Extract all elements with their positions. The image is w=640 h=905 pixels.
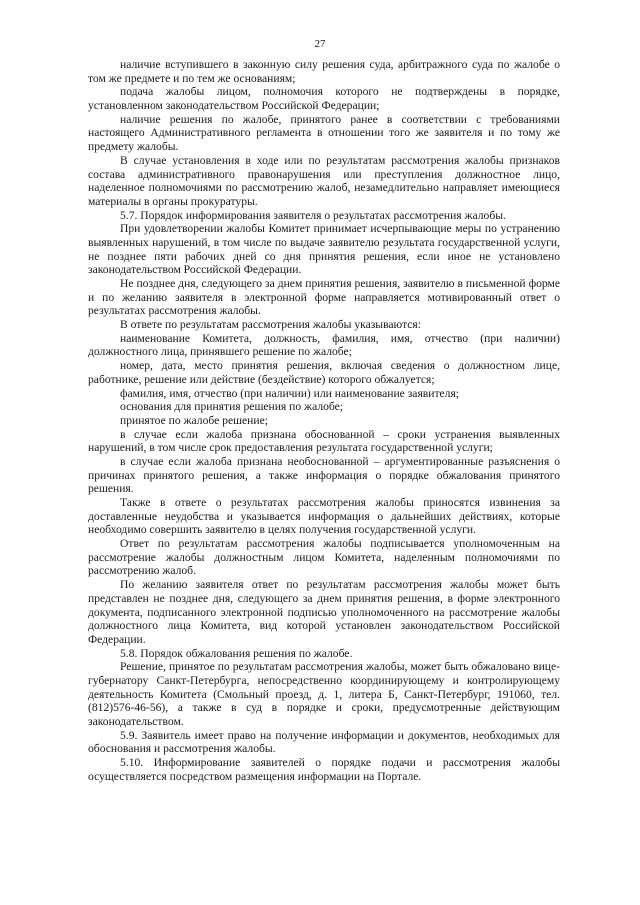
paragraph: наличие решения по жалобе, принятого ранее в соответствии с требованиями настоящего Административного регламента в отношении того же заявителя и по тому же предмету жалобы. <box>88 112 560 154</box>
list-item: наименование Комитета, должность, фамилия, имя, отчество (при наличии) должностного лица, принявшего решение по жалобе; <box>88 331 560 359</box>
paragraph: При удовлетворении жалобы Комитет принимает исчерпывающие меры по устранению выявленных нарушений, в том числе по выдаче заявителю результата государственной услуги, не позднее пяти рабочих дней со дня принятия решения, если иное не установлено законодательством Российской Федерации. <box>88 222 560 277</box>
paragraph: подача жалобы лицом, полномочия которого не подтверждены в порядке, установленном законодательством Российской Федерации; <box>88 85 560 113</box>
page-number: 27 <box>314 38 326 50</box>
list-item: основания для принятия решения по жалобе; <box>120 400 344 414</box>
paragraph: Не позднее дня, следующего за днем принятия решения, заявителю в письменной форме и по желанию заявителя в электронной форме направляется мотивированный ответ о результатах рассмотрения жалобы. <box>88 277 560 318</box>
paragraph: В ответе по результатам рассмотрения жалобы указываются: <box>120 318 421 332</box>
paragraph: Ответ по результатам рассмотрения жалобы подписывается уполномоченным на рассмотрение жалобы должностным лицом Комитета, наделенным полномочиями по рассмотрению жалоб. <box>88 537 560 578</box>
paragraph: Также в ответе о результатах рассмотрения жалобы приносятся извинения за доставленные неудобства и указывается информация о дальнейших действиях, которые необходимо совершить заявителю в целях получения государственной услуги. <box>88 496 560 537</box>
list-item: фамилия, имя, отчество (при наличии) или наименование заявителя; <box>120 386 460 400</box>
document-body <box>88 58 560 783</box>
section-5-9: 5.9. Заявитель имеет право на получение информации и документов, необходимых для обоснования и рассмотрения жалобы. <box>88 728 560 756</box>
paragraph: В случае установления в ходе или по результатам рассмотрения жалобы признаков состава административного правонарушения или преступления должностное лицо, наделенное полномочиями по рассмотрению жалоб, незамедлительно направляет имеющиеся материалы в органы прокуратуры. <box>88 153 560 208</box>
paragraph: По желанию заявителя ответ по результатам рассмотрения жалобы может быть представлен не позднее дня, следующего за днем принятия решения, в форме электронного документа, подписанного электронной подписью уполномоченного на рассмотрение жалобы должностного лица Комитета, вид которой установлен законодательством Российской Федерации. <box>88 578 560 646</box>
list-item: в случае если жалоба признана обоснованной – сроки устранения выявленных нарушений, в том числе срок предоставления результата государственной услуги; <box>88 427 560 455</box>
section-heading-5-8: 5.8. Порядок обжалования решения по жалобе. <box>120 646 353 660</box>
list-item: принятое по жалобе решение; <box>120 413 268 427</box>
paragraph: наличие вступившего в законную силу решения суда, арбитражного суда по жалобе о том же предмете и по тем же основаниям; <box>88 58 560 85</box>
section-5-10: 5.10. Информирование заявителей о порядке подачи и рассмотрения жалобы осуществляется посредством размещения информации на Портале. <box>88 756 560 783</box>
list-item: в случае если жалоба признана необоснованной – аргументированные разъяснения о причинах принятого решения, а также информация о порядке обжалования принятого решения. <box>88 454 560 496</box>
paragraph: Решение, принятое по результатам рассмотрения жалобы, может быть обжаловано вице-губернатору Санкт-Петербурга, непосредственно координирующему и контролирующему деятельность Комитета (Смольный проезд, д. 1, литера Б, Санкт-Петербург, 191060, тел. (812)576-46-56), а также в суд в порядке и сроки, предусмотренные действующим законодательством. <box>88 660 560 728</box>
section-heading-5-7: 5.7. Порядок информирования заявителя о результатах рассмотрения жалобы. <box>120 208 506 222</box>
list-item: номер, дата, место принятия решения, включая сведения о должностном лице, работнике, решение или действие (бездействие) которого обжалуется; <box>88 359 560 386</box>
